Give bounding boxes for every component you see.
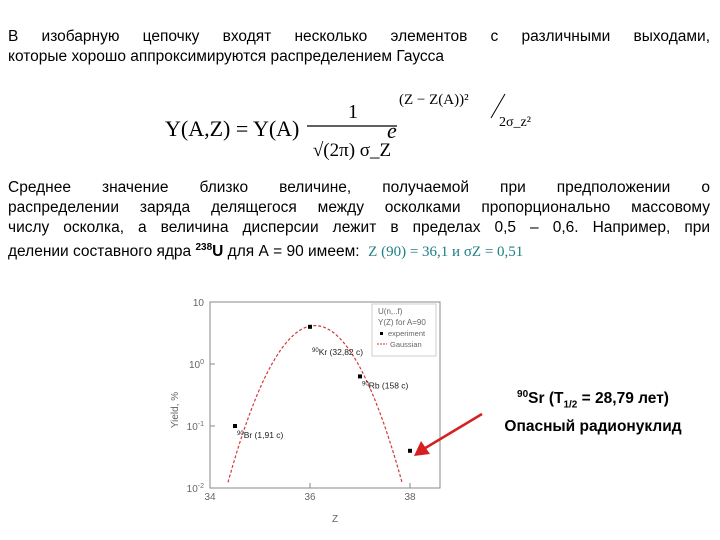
legend-gaussian: Gaussian [390,340,422,349]
formula-lhs: Y(A,Z) = Y(A) [165,116,300,141]
main-line-4 [8,238,710,262]
sr90-note: Опасный радионуклид [504,418,682,436]
main-paragraph [8,178,710,262]
main-line-3: числу осколка, а величина дисперсии лежит в пределах 0,5 – 0,6. Например, при [8,219,710,236]
chart-legend [372,304,436,356]
legend-subtitle: Y(Z) for A=90 [378,318,426,327]
gauss-formula [165,88,545,173]
z90-value: Z (90) = 36,1 [368,244,449,261]
legend-title: U(n,..f) [378,307,403,316]
x-tick-label: 38 [404,492,416,503]
callout-arrow-line [422,414,482,450]
y-tick-label: 10 [192,298,204,309]
u238-mass: 238 [195,242,213,253]
sr90-element: Sr [528,390,545,408]
point-label: $^{90}$Kr (32,82 c) [312,346,364,357]
sr90-title [478,384,708,416]
line4-post: для А = 90 имеем: [223,243,360,261]
eq-and: и [448,244,464,261]
sr90-mass: 90 [517,389,529,400]
formula-exp-base: e [387,118,397,143]
data-point [358,374,362,378]
formula-exp-denominator: 2σ_z² [499,115,531,130]
intro-line-1: В изобарную цепочку входят несколько элементов с различными выходами, [8,28,710,45]
y-tick-label: $10^{-2}$ [186,483,204,495]
x-tick-label: 34 [204,492,216,503]
formula-exp-numerator: (Z − Z(A))² [399,92,469,108]
callout-arrow-head [414,441,430,456]
formula-denominator: √(2π) σ_Z [312,140,392,161]
data-point [308,325,312,329]
main-line-2: распределении заряда делящегося между осколками пропорционально массовому [8,199,710,216]
sr90-hl-post: = 28,79 лет) [577,390,669,408]
legend-experiment: experiment [388,329,426,338]
sr90-callout [478,384,708,438]
x-tick-label: 36 [304,492,316,503]
sr90-hl-pre: (T [544,390,564,408]
y-axis-label: Yield, % [170,391,181,429]
intro-paragraph [8,27,710,67]
y-tick-label: $10^0$ [188,359,204,371]
main-line-1: Среднее значение близко величине, получаемой при предположении о [8,179,710,196]
legend-point-marker [380,332,383,335]
data-point [233,424,237,428]
y-tick-label: $10^{-1}$ [186,421,204,433]
sr90-hl-sub: 1/2 [563,399,578,411]
u238-element: U [212,243,224,261]
point-label: $^{90}$Br (1,91 c) [237,430,284,440]
sigma-z-value: σZ = 0,51 [463,244,524,261]
point-label: $^{90}$Rb (158 c) [362,380,409,391]
x-axis-label: Z [331,514,339,525]
yield-chart [160,290,450,530]
intro-line-2: которые хорошо аппроксимируются распределением Гаусса [8,48,445,65]
line4-pre: делении составного ядра [8,243,196,261]
formula-numerator: 1 [348,101,358,123]
